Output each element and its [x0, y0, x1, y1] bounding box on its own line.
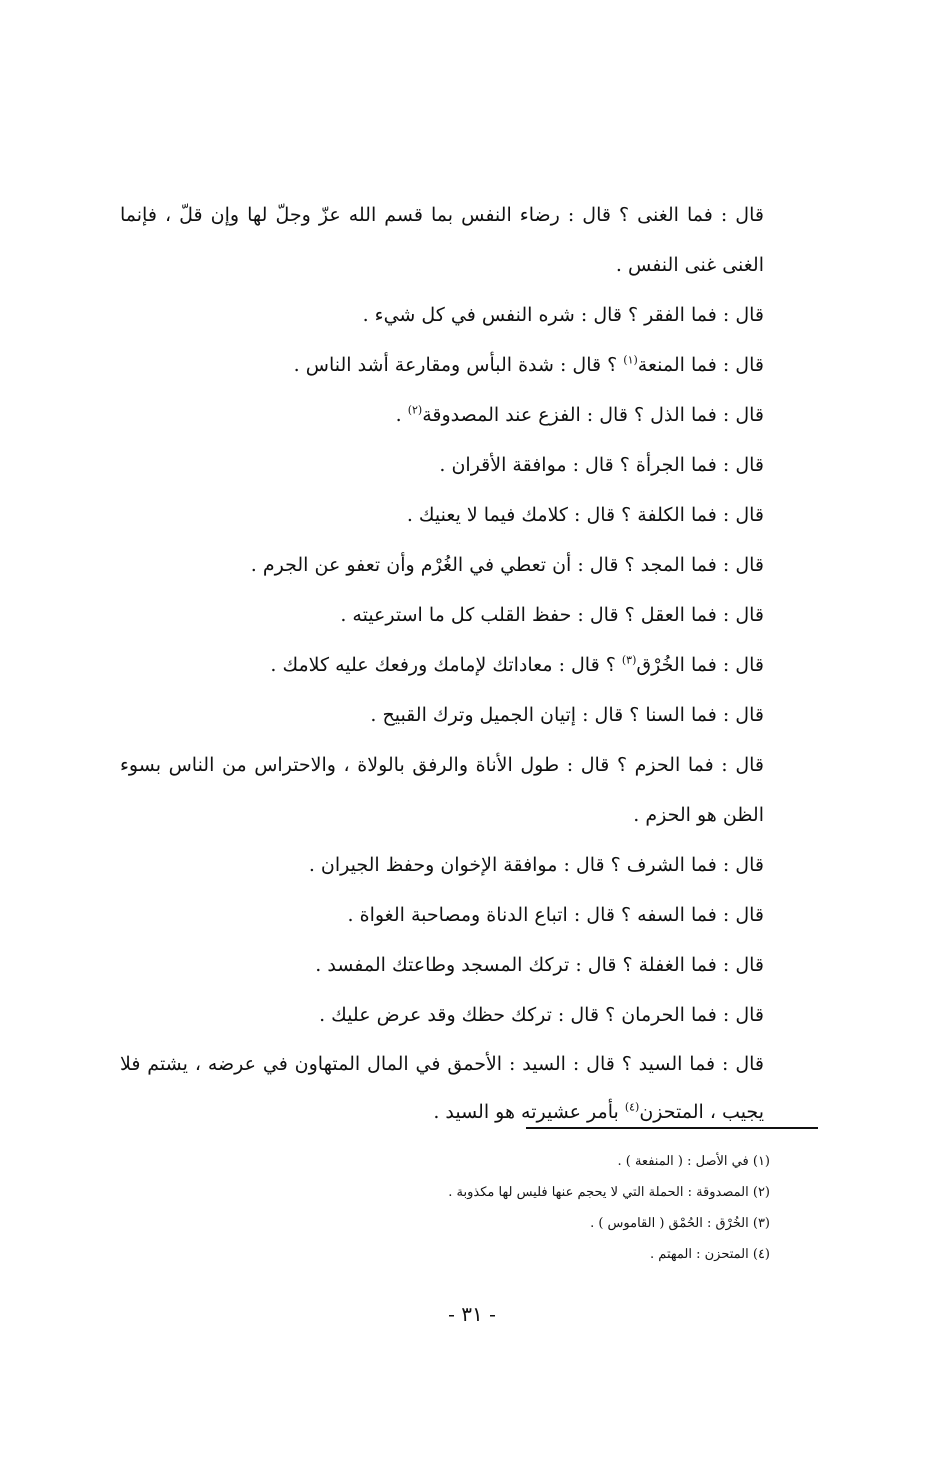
footnote-2: (٢) المصدوقة : الحملة التي لا يحجم عنها فليس لها مكذوبة . [448, 1185, 770, 1200]
footnote-reference: (٤) [624, 1100, 640, 1114]
paragraph-text-start: قال : فما الخُرْق [636, 654, 764, 676]
paragraph-aql: قال : فما العقل ؟ قال : حفظ القلب كل ما استرعيته . [340, 604, 764, 626]
paragraph-text-end: ؟ قال : معاداتك لإمامك ورفعك عليه كلامك . [270, 654, 622, 676]
paragraph-sana: قال : فما السنا ؟ قال : إتيان الجميل وترك القبيح . [370, 704, 764, 726]
paragraph-text-start: قال : فما الذل ؟ قال : الفزع عند المصدوقة [422, 404, 764, 426]
paragraph-khurq [120, 640, 820, 690]
paragraph-sayyid [120, 1040, 820, 1136]
paragraph-faqr: قال : فما الفقر ؟ قال : شره النفس في كل شيء . [362, 304, 764, 326]
paragraph-majd: قال : فما المجد ؟ قال : أن تعطي في الغُرْم وأن تعفو عن الجرم . [250, 554, 764, 576]
paragraph-jur2a: قال : فما الجرأة ؟ قال : موافقة الأقران . [439, 454, 764, 476]
page-number: - ٣١ - [448, 1302, 496, 1326]
footnote-separator [526, 1127, 818, 1129]
footnote-reference: (١) [623, 353, 638, 367]
paragraph-safah: قال : فما السفه ؟ قال : اتباع الدناة ومصاحبة الغواة . [347, 904, 764, 926]
paragraph-kulfa: قال : فما الكلفة ؟ قال : كلامك فيما لا يعنيك . [406, 504, 764, 526]
footnote-reference: (٢) [407, 403, 423, 417]
paragraph-text-end: بأمر عشيرته هو السيد . [433, 1101, 625, 1123]
paragraph-hazm: قال : فما الحزم ؟ قال : طول الأناة والرفق بالولاة ، والاحتراس من الناس بسوء الظن هو الحزم . [120, 754, 764, 826]
main-text [120, 190, 820, 1136]
footnotes [300, 1146, 770, 1270]
paragraph-ghina: قال : فما الغنى ؟ قال : رضاء النفس بما قسم الله عزّ وجلّ لها وإن قلّ ، فإنما الغنى غنى النفس . [120, 204, 764, 276]
footnote-reference: (٣) [621, 653, 637, 667]
paragraph-dhull [120, 390, 820, 440]
paragraph-ghafla: قال : فما الغفلة ؟ قال : تركك المسجد وطاعتك المفسد . [315, 954, 764, 976]
paragraph-man3a [120, 340, 820, 390]
footnote-1: (١) في الأصل : ( المنفعة ) . [617, 1154, 770, 1169]
footnote-4: (٤) المتحزن : المهتم . [650, 1247, 770, 1262]
paragraph-text-start: قال : فما السيد ؟ قال : السيد : الأحمق في المال المتهاون في عرضه ، يشتم فلا يجيب ، المتحزن [120, 1053, 764, 1123]
paragraph-text-start: قال : فما المنعة [637, 354, 764, 376]
footnote-3: (٣) الخُرْق : الحُمْق ( القاموس ) . [590, 1216, 770, 1231]
paragraph-hirman: قال : فما الحرمان ؟ قال : تركك حظك وقد عرض عليك . [319, 1004, 764, 1026]
paragraph-sharaf: قال : فما الشرف ؟ قال : موافقة الإخوان وحفظ الجيران . [308, 854, 764, 876]
paragraph-text-end: . [395, 404, 408, 426]
paragraph-text-end: ؟ قال : شدة البأس ومقارعة أشد الناس . [293, 354, 624, 376]
